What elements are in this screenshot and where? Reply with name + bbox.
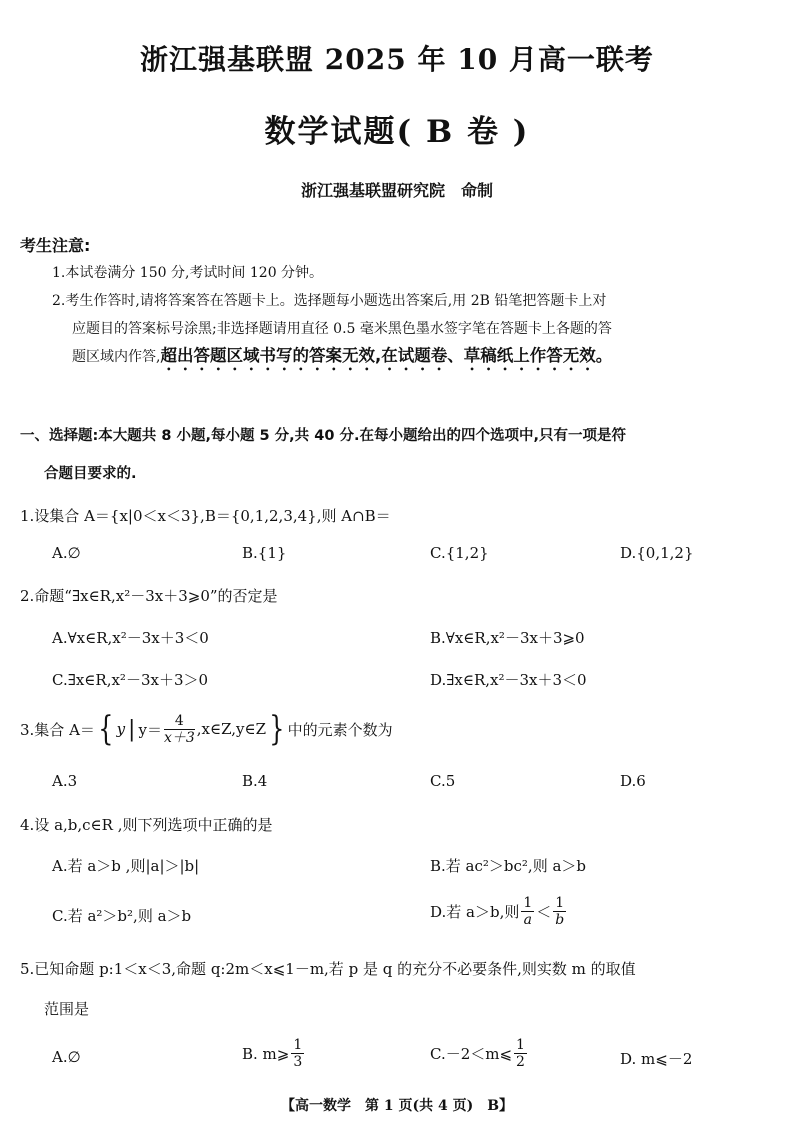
exam-subtitle: 数学试题( B 卷 ) (264, 114, 530, 150)
question-3-y-eq: y＝ (138, 720, 162, 739)
question-3-stem-pre: 3.集合 A＝ (20, 720, 95, 739)
question-5-fraction-c (514, 1038, 527, 1069)
question-3-option-c: C.5 (430, 772, 456, 790)
right-brace: } (269, 709, 285, 749)
section-1-heading-cont: 合题目要求的. (44, 466, 137, 482)
question-5-option-a: A.∅ (52, 1048, 81, 1066)
question-2-option-c: C.∃x∈R,x²－3x＋3＞0 (52, 671, 209, 689)
question-2-option-a: A.∀x∈R,x²－3x＋3＜0 (52, 629, 209, 647)
question-1-option-b: B.{1} (242, 544, 287, 562)
question-3-option-b: B.4 (242, 772, 268, 790)
notice-warning: 超出答题区域书写的答案无效,在试题卷、草稿纸上作答无效。 (160, 346, 613, 365)
question-5-stem-line-1: 5.已知命题 p:1＜x＜3,命题 q:2m＜x⩽1－m,若 p 是 q 的充分不必要条件,则实数 m 的取值 (20, 960, 636, 978)
notice-heading: 考生注意: (20, 236, 91, 255)
question-4-option-a: A.若 a＞b ,则|a|＞|b| (52, 857, 200, 875)
question-1-option-d: D.{0,1,2} (620, 544, 694, 562)
question-5-fraction-c-num: 1 (516, 1037, 525, 1053)
section-1-heading: 一、选择题:本大题共 8 小题,每小题 5 分,共 40 分.在每小题给出的四个选项中,只有一项是符 (20, 428, 626, 444)
question-2-option-b: B.∀x∈R,x²－3x＋3⩾0 (430, 629, 585, 647)
question-3-set-cond: ,x∈Z,y∈Z (196, 720, 267, 738)
question-1-option-a: A.∅ (52, 544, 81, 562)
notice-item-2-line-1: 2.考生作答时,请将答案答在答题卡上。选择题每小题选出答案后,用 2B 铅笔把答题卡上对 (52, 293, 607, 309)
exam-title: 浙江强基联盟 2025 年 10 月高一联考 (140, 43, 654, 76)
question-3-option-a: A.3 (52, 772, 78, 790)
question-4-less-than: ＜ (536, 903, 552, 921)
question-4-fraction-1-num: 1 (523, 895, 533, 911)
question-3-fraction-den: x＋3 (163, 729, 195, 746)
question-4-option-d-pre: D.若 a＞b,则 (430, 903, 520, 921)
question-4-stem: 4.设 a,b,c∈R ,则下列选项中正确的是 (20, 816, 273, 834)
question-3-set-var: y (116, 720, 126, 738)
question-5-option-c-pre: C.－2＜m⩽ (430, 1045, 513, 1063)
question-5-fraction-b-den: 3 (293, 1054, 303, 1070)
question-4-fraction-1-den: a (523, 912, 532, 928)
left-brace: { (98, 709, 114, 749)
question-4-option-c: C.若 a²＞b²,则 a＞b (52, 907, 192, 925)
question-4-fraction-2-num: 1 (555, 895, 565, 911)
notice-item-2-line-3-pre: 题区域内作答, (72, 349, 161, 365)
question-3-fraction-num: 4 (164, 714, 195, 730)
notice-item-1: 1.本试卷满分 150 分,考试时间 120 分钟。 (52, 265, 324, 281)
question-5-fraction-b (291, 1038, 304, 1069)
question-3-fraction (164, 714, 195, 745)
question-2-option-d: D.∃x∈R,x²－3x＋3＜0 (430, 671, 587, 689)
question-5-option-d: D. m⩽－2 (620, 1050, 693, 1068)
question-5-stem-line-2: 范围是 (44, 1000, 90, 1018)
question-4-option-d (430, 896, 568, 927)
page-footer: 【高一数学 第 1 页(共 4 页) B】 (280, 1098, 514, 1114)
notice-item-2-line-3 (72, 342, 612, 374)
question-1-option-c: C.{1,2} (430, 544, 489, 562)
question-3-stem-post: 中的元素个数为 (287, 720, 393, 739)
question-3-stem (20, 709, 393, 749)
question-5-option-b (242, 1038, 306, 1069)
question-3-option-d: D.6 (620, 772, 646, 790)
question-5-fraction-c-den: 2 (516, 1054, 525, 1070)
set-divider: | (128, 716, 136, 742)
question-1-stem: 1.设集合 A＝{x|0＜x＜3},B＝{0,1,2,3,4},则 A∩B＝ (20, 507, 391, 525)
exam-byline: 浙江强基联盟研究院 命制 (300, 181, 493, 200)
notice-item-2-line-2: 应题目的答案标号涂黑;非选择题请用直径 0.5 毫米黑色墨水签字笔在答题卡上各题的答 (72, 321, 612, 337)
question-4-fraction-1 (521, 896, 534, 927)
question-5-option-b-pre: B. m⩾ (242, 1044, 290, 1063)
question-4-fraction-2-den: b (555, 912, 565, 928)
question-5-fraction-b-num: 1 (293, 1037, 303, 1053)
question-4-fraction-2 (553, 896, 566, 927)
question-5-option-c (430, 1038, 529, 1069)
question-4-option-b: B.若 ac²＞bc²,则 a＞b (430, 857, 587, 875)
question-2-stem: 2.命题“∃x∈R,x²－3x＋3⩾0”的否定是 (20, 587, 278, 605)
